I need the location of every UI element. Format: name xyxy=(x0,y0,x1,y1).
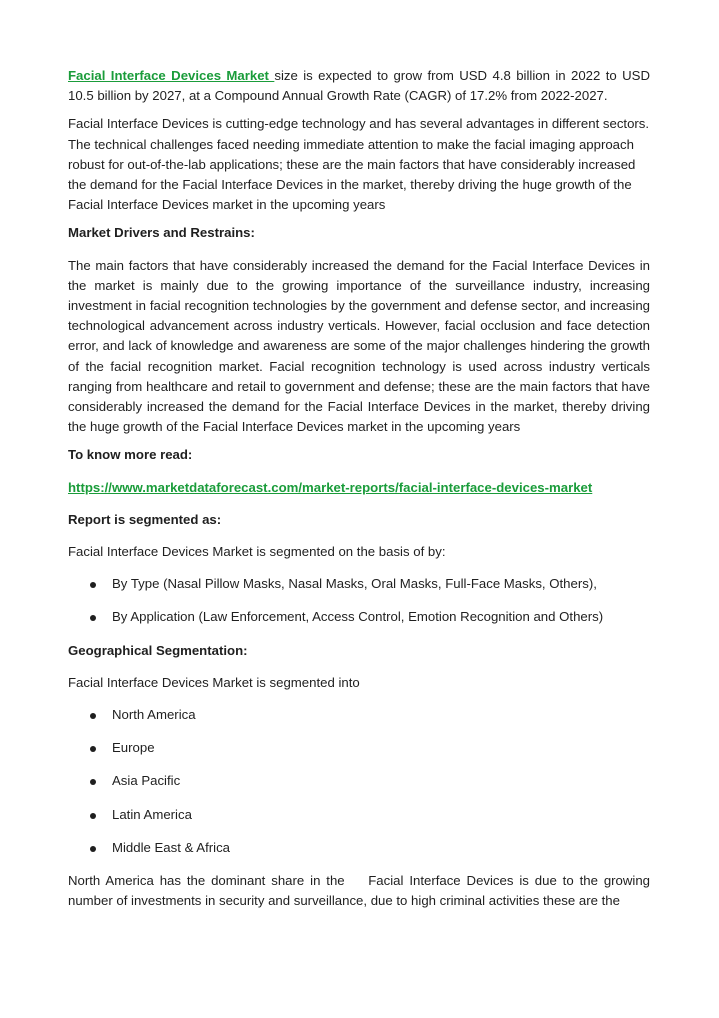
region-name: Middle East & Africa xyxy=(112,839,231,855)
geography-heading: Geographical Segmentation: xyxy=(68,642,248,658)
bullet-icon xyxy=(90,746,96,752)
region-name: Latin America xyxy=(112,806,192,822)
intro-paragraph xyxy=(68,66,650,106)
list-item xyxy=(68,738,650,758)
overview-paragraph: Facial Interface Devices is cutting-edge technology and has several advantages in different sectors. The technical challenges faced needing immediate attention to make the facial imaging approach robust for out-of-the-lab applications; these are the main factors that have considerably increased the demand for the Facial Interface Devices in the market, thereby driving the huge growth of the Facial Interface Devices market in the upcoming years xyxy=(68,116,650,213)
report-url-link[interactable]: https://www.marketdataforecast.com/market-reports/facial-interface-devices-market xyxy=(68,479,593,495)
bullet-icon xyxy=(90,713,96,719)
drivers-paragraph: The main factors that have considerably increased the demand for the Facial Interface Devices in the market is mainly due to the growing importance of the surveillance industry, increasing investment in facial recognition technologies by the government and defense sector, and increasing technological advancement across industry verticals. However, facial occlusion and face detection error, and lack of knowledge and awareness are some of the major challenges hindering the growth of the facial recognition market. Facial recognition technology is used across industry verticals ranging from healthcare and retail to government and defense; these are the main factors that have considerably increased the demand for the Facial Interface Devices in the market, thereby driving the huge growth of the Facial Interface Devices market in the upcoming years xyxy=(68,257,650,435)
segmentation-heading: Report is segmented as: xyxy=(68,511,222,527)
geography-intro: Facial Interface Devices Market is segmented into xyxy=(68,674,360,690)
list-item-text: By Application (Law Enforcement, Access Control, Emotion Recognition and Others) xyxy=(112,609,604,625)
bullet-icon xyxy=(90,846,96,852)
list-item-text: By Type (Nasal Pillow Masks, Nasal Masks, Oral Masks, Full-Face Masks, Others), xyxy=(112,576,597,592)
market-title-link[interactable]: Facial Interface Devices Market xyxy=(68,68,275,83)
list-item xyxy=(68,607,650,627)
region-name: Europe xyxy=(112,740,155,756)
bullet-icon xyxy=(90,813,96,819)
list-item xyxy=(68,705,650,725)
bullet-icon xyxy=(90,615,96,621)
closing-paragraph: North America has the dominant share in the Facial Interface Devices is due to the growing number of investments in security and surveillance, due to high criminal activities these are the xyxy=(68,873,654,909)
read-more-heading: To know more read: xyxy=(68,447,193,463)
region-name: Asia Pacific xyxy=(112,773,181,789)
read-more-link-row xyxy=(68,478,650,498)
segmentation-intro: Facial Interface Devices Market is segmented on the basis of by: xyxy=(68,544,446,560)
segmentation-list xyxy=(68,574,650,627)
drivers-heading: Market Drivers and Restrains: xyxy=(68,225,255,241)
document-page xyxy=(68,66,654,912)
list-item xyxy=(68,805,650,825)
bullet-icon xyxy=(90,779,96,785)
region-name: North America xyxy=(112,707,196,723)
list-item xyxy=(68,838,650,858)
intro-text: size is expected to grow from USD 4.8 billion in 2022 to USD 10.5 billion by 2027, at a Compound Annual Growth Rate (CAGR) of 17.2% from 2022-2027. xyxy=(68,68,651,104)
region-list xyxy=(68,705,650,858)
list-item xyxy=(68,771,650,791)
list-item xyxy=(68,574,650,594)
bullet-icon xyxy=(90,582,96,588)
